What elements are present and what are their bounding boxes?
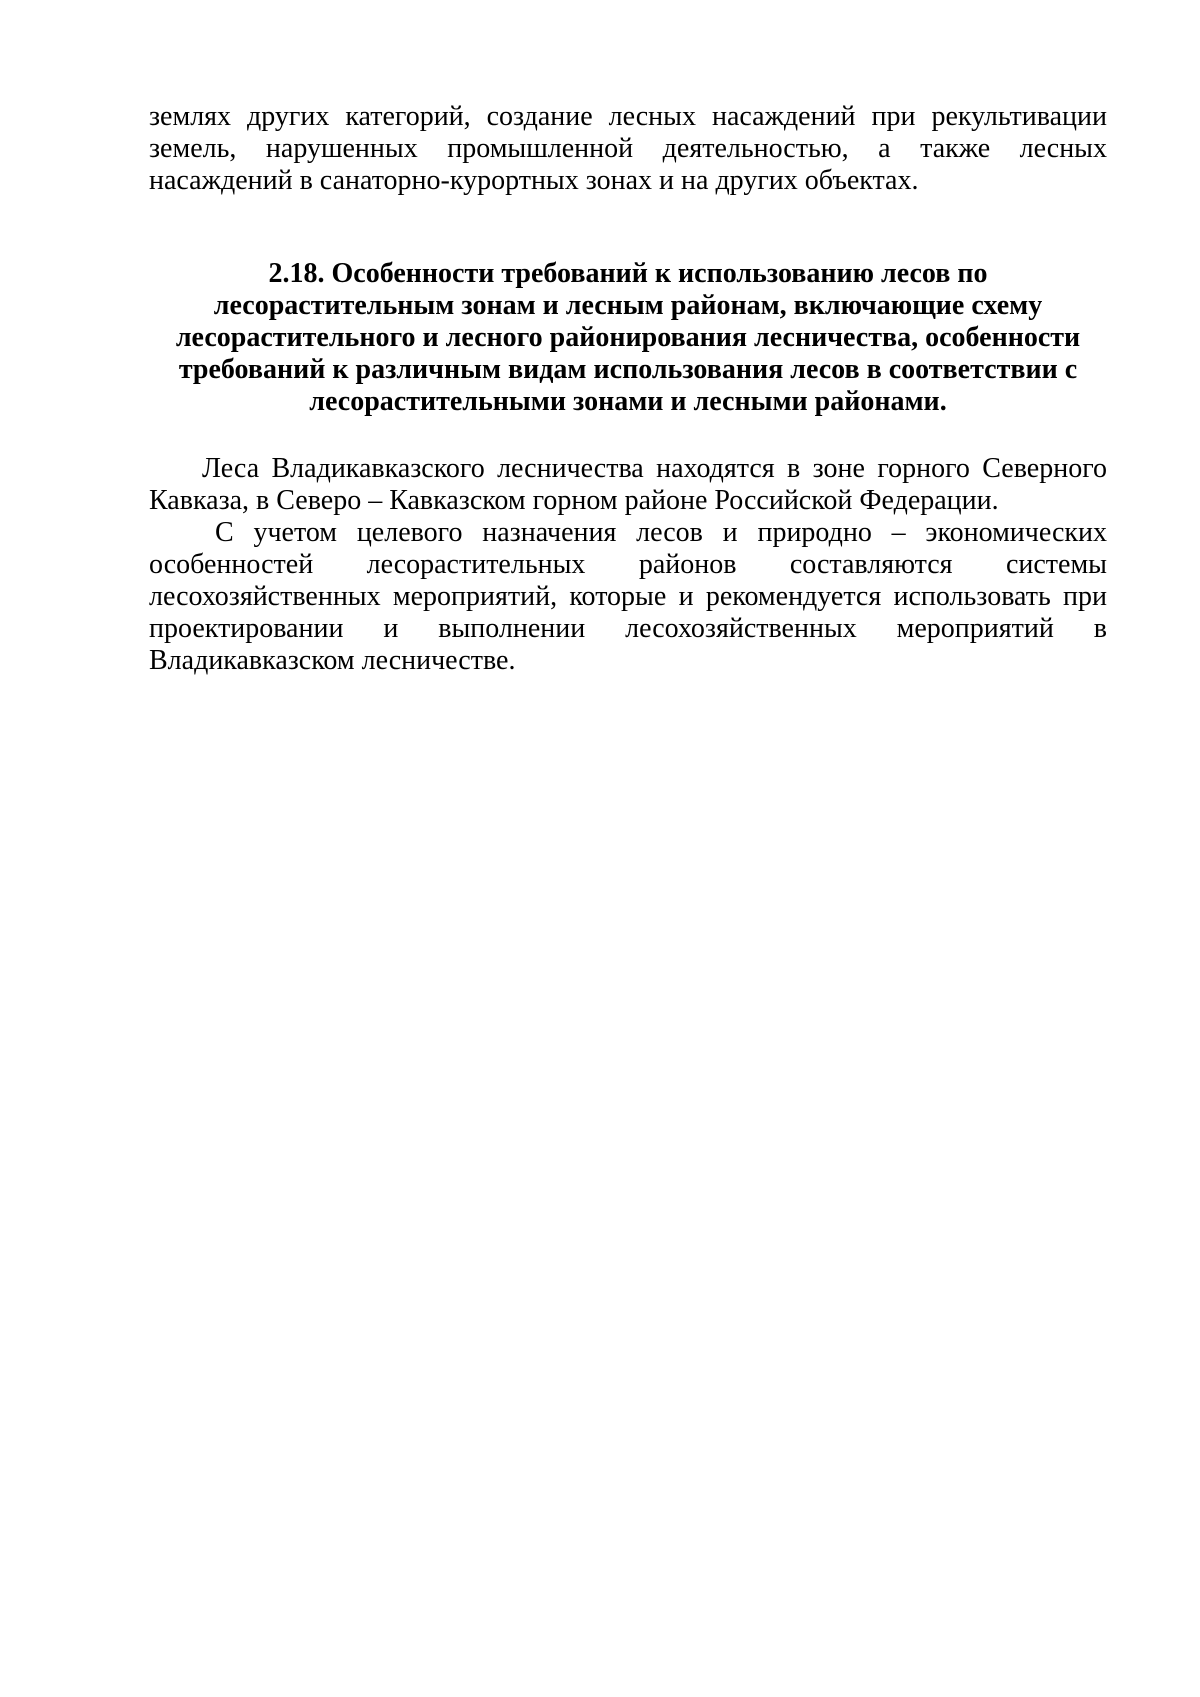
intro-paragraph: землях других категорий, создание лесных насаждений при рекультивации земель, нарушенных промышленной деятельностью, а также лесных насаждений в санаторно-курортных зонах и на других объектах. — [149, 101, 1107, 196]
section-heading-line: лесорастительными зонами и лесными районами. — [309, 386, 947, 417]
section-heading-line: требований к различным видам использования лесов в соответствии с — [178, 354, 1078, 385]
section-heading-line: лесорастительным зонам и лесным районам, включающие схему — [213, 290, 1043, 321]
section-heading-line: лесорастительного и лесного районирования лесничества, особенности — [175, 322, 1081, 353]
section-heading — [149, 258, 1107, 418]
body-paragraph: С учетом целевого назначения лесов и природно – экономических особенностей лесорастительных районов составляются системы лесохозяйственных мероприятий, которые и рекомендуется использовать при проектировании и выполнении лесохозяйственных мероприятий в Владикавказском лесничестве. — [149, 517, 1107, 676]
section-body — [149, 453, 1107, 677]
section-heading-line: 2.18. Особенности требований к использованию лесов по — [268, 258, 988, 289]
body-paragraph: Леса Владикавказского лесничества находятся в зоне горного Северного Кавказа, в Северо – Кавказском горном районе Российской Федерации. — [149, 453, 1107, 516]
